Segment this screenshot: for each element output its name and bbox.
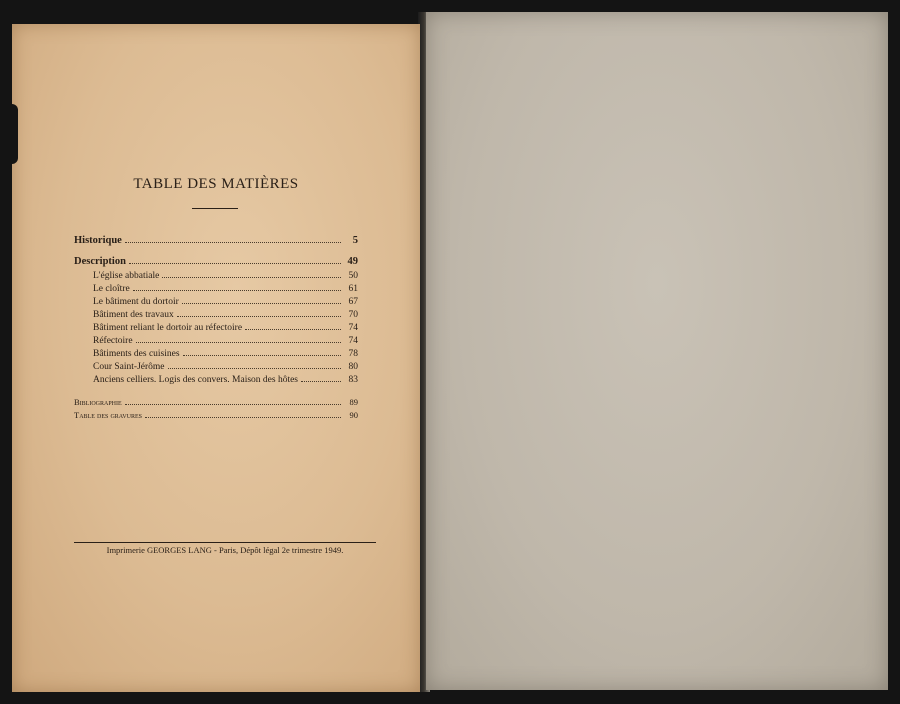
- toc-entry-page: 78: [348, 349, 358, 359]
- dot-leader: [301, 373, 341, 382]
- toc-entry-label: Bâtiment des travaux: [93, 310, 174, 320]
- toc-title: TABLE DES MATIÈRES: [133, 176, 299, 192]
- dot-leader: [136, 334, 341, 343]
- dot-leader: [183, 347, 341, 356]
- dot-leader: [245, 321, 341, 330]
- toc-entry-label: Table des gravures: [74, 410, 143, 420]
- toc-entry-page: 67: [348, 297, 358, 307]
- toc-entry-label: Historique: [74, 235, 122, 246]
- toc-entry-page: 5: [352, 235, 358, 246]
- toc-entry: [74, 334, 358, 347]
- table-of-contents: [74, 234, 358, 422]
- toc-entry-label: Anciens celliers. Logis des convers. Maison des hôtes: [93, 375, 298, 385]
- back-cover: [426, 12, 888, 690]
- toc-entry-page: 50: [348, 271, 358, 281]
- dot-leader: [177, 308, 341, 317]
- printer-imprint: Imprimerie GEORGES LANG - Paris, Dépôt légal 2e trimestre 1949.: [106, 545, 344, 555]
- toc-entry-page: 74: [348, 336, 358, 346]
- dot-leader: [182, 295, 341, 304]
- toc-entry-page: 49: [347, 256, 358, 267]
- toc-entry: [74, 409, 358, 422]
- toc-entry: [74, 234, 358, 248]
- dot-leader: [129, 255, 341, 264]
- dot-leader: [162, 269, 341, 278]
- toc-entry-label: Réfectoire: [93, 336, 133, 346]
- toc-entry: [74, 269, 358, 282]
- toc-entry-label: Le bâtiment du dortoir: [93, 297, 179, 307]
- toc-entry-label: Bâtiment reliant le dortoir au réfectoire: [93, 323, 243, 333]
- toc-entry: [74, 295, 358, 308]
- toc-entry-label: Description: [74, 256, 126, 267]
- toc-entry-label: Cour Saint-Jérôme: [93, 362, 165, 372]
- toc-entry-label: Bâtiments des cuisines: [93, 349, 180, 359]
- dot-leader: [125, 234, 341, 243]
- toc-entry-page: 80: [348, 362, 358, 372]
- toc-entry-page: 89: [349, 397, 358, 407]
- toc-entry: [74, 308, 358, 321]
- toc-entry-page: 74: [348, 323, 358, 333]
- dot-leader: [125, 396, 341, 405]
- toc-entry-label: L'église abbatiale: [93, 271, 160, 281]
- title-rule: [192, 208, 238, 209]
- toc-entry: [74, 255, 358, 269]
- dot-leader: [168, 360, 341, 369]
- toc-entry-label: Bibliographie: [74, 397, 122, 407]
- toc-entry: [74, 360, 358, 373]
- dot-leader: [133, 282, 341, 291]
- toc-entry: [74, 321, 358, 334]
- toc-entry: [74, 347, 358, 360]
- toc-entry: [74, 282, 358, 295]
- toc-entry-label: Le cloître: [93, 284, 130, 294]
- toc-entry-page: 90: [349, 410, 358, 420]
- toc-entry-page: 61: [348, 284, 358, 294]
- toc-entry-page: 70: [348, 310, 358, 320]
- toc-entry: [74, 396, 358, 409]
- toc-entry: [74, 373, 358, 386]
- imprint-rule: [74, 542, 376, 543]
- toc-entry-page: 83: [348, 375, 358, 385]
- dot-leader: [145, 409, 341, 418]
- left-page: [12, 24, 420, 692]
